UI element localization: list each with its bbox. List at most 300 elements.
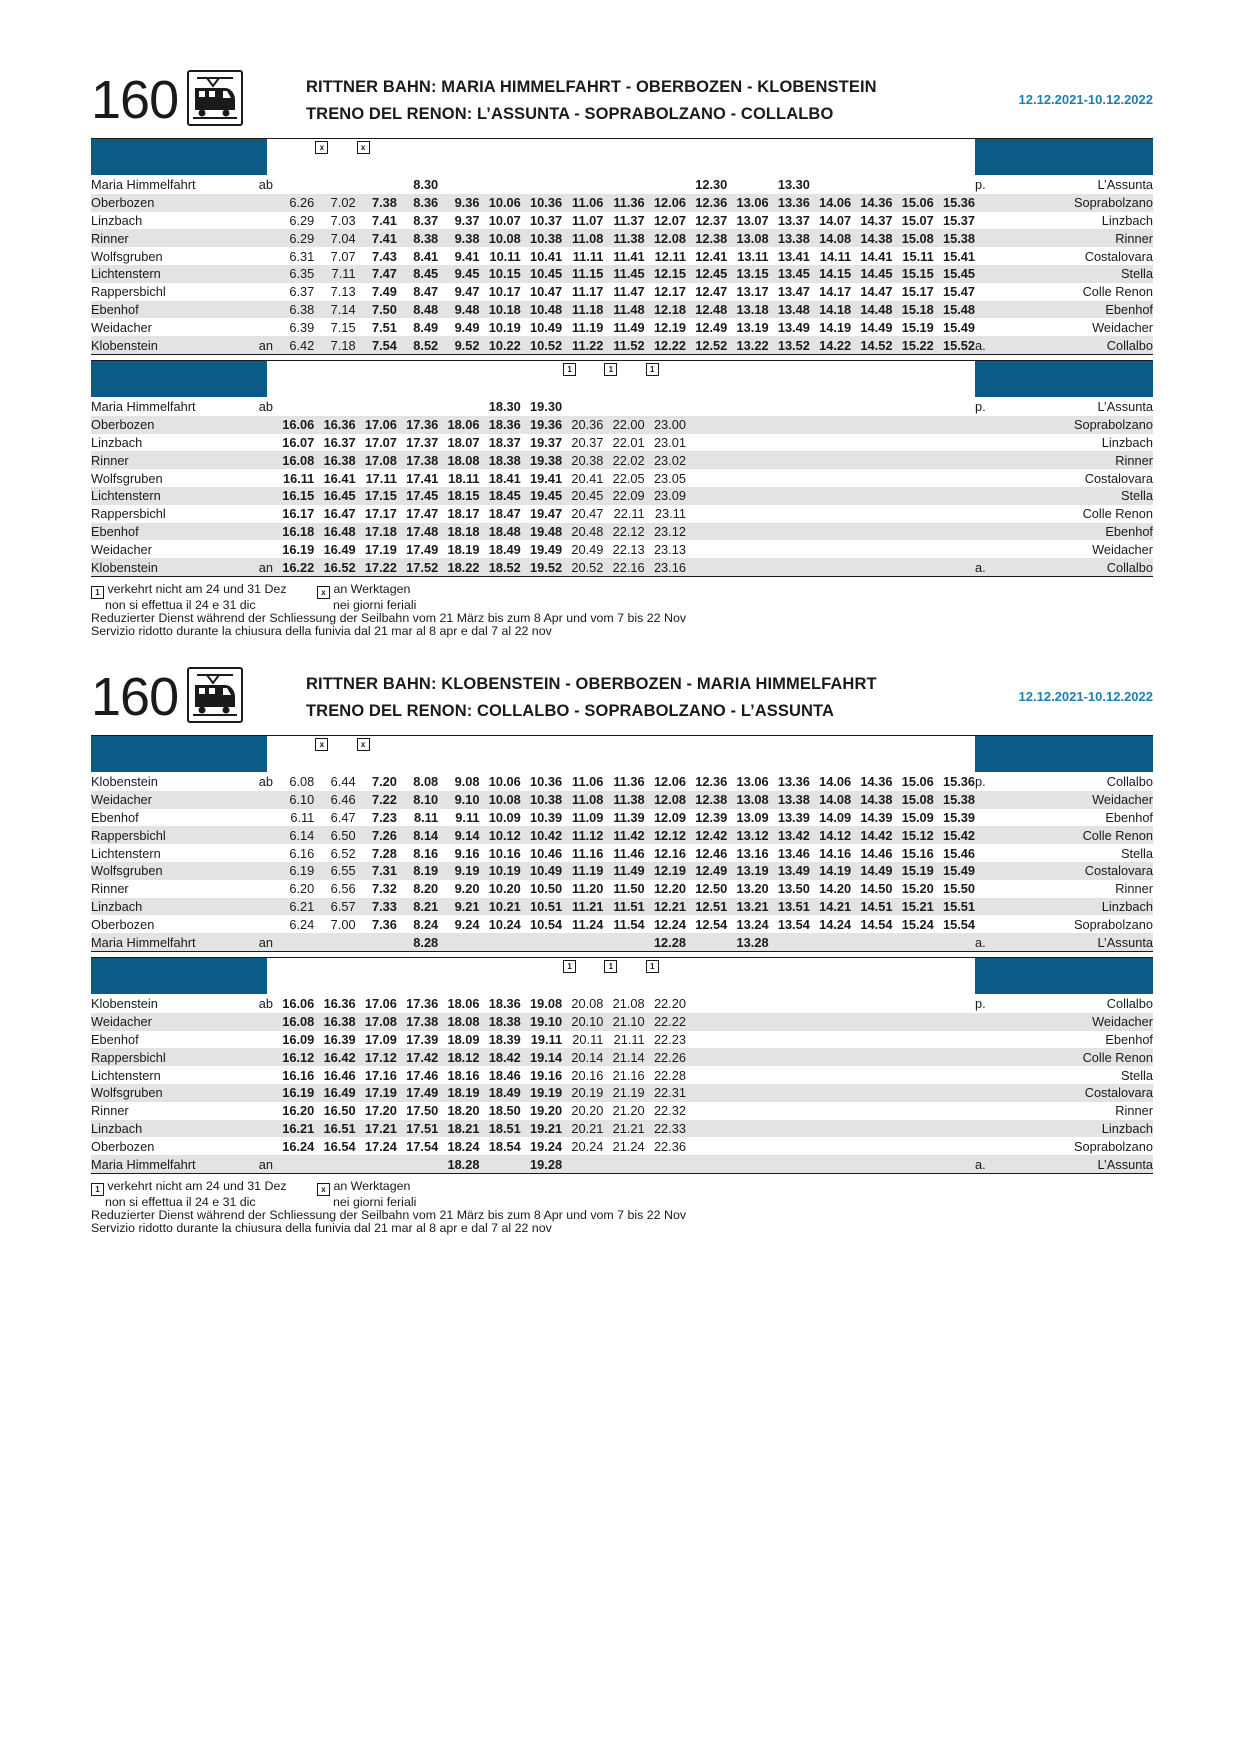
- timetable-section-1: [91, 70, 1153, 637]
- time-cell: [438, 398, 479, 416]
- time-cell: [934, 434, 975, 452]
- arr-dep-label: [253, 1031, 273, 1049]
- arr-dep-label: ab: [258, 996, 273, 1012]
- time-cell: 14.49: [851, 862, 892, 880]
- time-cell: 23.01: [653, 434, 686, 450]
- time-cell: [934, 1013, 975, 1031]
- time-cell: 11.19: [572, 319, 604, 335]
- time-cell: 9.47: [454, 284, 480, 300]
- time-cell: [727, 1102, 768, 1120]
- time-cell: 7.32: [371, 881, 397, 897]
- arr-dep-label: an: [253, 933, 273, 951]
- time-cell: 15.21: [892, 898, 933, 916]
- time-cell: 18.08: [438, 451, 479, 469]
- time-cell: 17.38: [397, 1013, 438, 1031]
- arr-dep-label: [253, 1084, 273, 1102]
- time-cell: 17.17: [364, 506, 397, 522]
- table-row: [91, 933, 1153, 951]
- time-cell: 10.24: [488, 916, 521, 932]
- time-cell: 20.08: [571, 996, 604, 1012]
- time-cell: [273, 933, 314, 951]
- time-cell: 6.46: [314, 791, 355, 809]
- arr-dep-label-it: [975, 1013, 1007, 1031]
- footnotes: [91, 583, 1153, 637]
- station-name-de: Ebenhof: [91, 809, 139, 825]
- time-cell: 10.36: [530, 774, 563, 790]
- time-cell: 18.41: [488, 470, 521, 486]
- time-cell: 12.08: [645, 229, 686, 247]
- time-cell: 18.54: [488, 1138, 521, 1154]
- table-row: [91, 487, 1153, 505]
- time-cell: 8.16: [413, 845, 439, 861]
- time-cell: [727, 1031, 768, 1049]
- time-cell: [851, 523, 892, 541]
- station-name-it: Rinner: [1007, 451, 1153, 469]
- arr-dep-label-it: [975, 915, 1007, 933]
- time-cell: 13.09: [736, 809, 769, 825]
- time-cell: 16.49: [323, 541, 356, 557]
- time-cell: [603, 176, 644, 194]
- table-row: [91, 1084, 1153, 1102]
- time-cell: [562, 398, 603, 416]
- time-cell: [314, 1155, 355, 1173]
- time-cell: 7.41: [371, 212, 397, 228]
- station-name-it: Linzbach: [1101, 212, 1153, 228]
- table-row: [91, 1137, 1153, 1155]
- time-cell: 15.47: [943, 284, 976, 300]
- time-cell: 12.45: [686, 265, 727, 283]
- time-cell: [934, 523, 975, 541]
- time-cell: 14.07: [819, 212, 852, 228]
- time-cell: 16.47: [323, 506, 356, 522]
- time-cell: 11.45: [603, 265, 644, 283]
- arr-dep-label-it: [975, 862, 1007, 880]
- time-cell: 15.12: [892, 826, 933, 844]
- station-name-it: Costalovara: [1007, 862, 1153, 880]
- time-cell: 10.18: [479, 301, 520, 319]
- time-cell: 19.38: [521, 451, 562, 469]
- time-cell: 15.18: [892, 301, 933, 319]
- time-cell: 18.20: [447, 1103, 480, 1119]
- time-cell: [727, 540, 768, 558]
- arr-dep-label: [253, 301, 273, 319]
- time-cell: [810, 1066, 851, 1084]
- band-left: [91, 958, 267, 994]
- time-cell: 12.52: [686, 336, 727, 354]
- station-name-it: Soprabolzano: [1007, 194, 1153, 212]
- time-cell: 17.42: [397, 1048, 438, 1066]
- time-cell: 18.50: [488, 1103, 521, 1119]
- time-cell: 6.26: [273, 194, 314, 212]
- table-row: [91, 194, 1153, 212]
- time-cell: 12.38: [686, 791, 727, 809]
- footnote-x-icon: x: [315, 141, 328, 154]
- time-cell: 22.12: [603, 523, 644, 541]
- note-1-de: verkehrt nicht am 24 und 31 Dez: [107, 1178, 287, 1193]
- table-row: [91, 558, 1153, 576]
- time-cell: [769, 558, 810, 576]
- station-name-it: Colle Renon: [1082, 284, 1153, 300]
- time-cell: 7.22: [356, 791, 397, 809]
- station-name-de: Wolfsgruben: [91, 862, 253, 880]
- station-name-it: Linzbach: [1101, 434, 1153, 450]
- table-row: [91, 301, 1153, 319]
- station-name-de: Linzbach: [91, 212, 143, 228]
- time-cell: 10.19: [488, 319, 521, 335]
- time-cell: [769, 469, 810, 487]
- time-cell: 9.19: [438, 862, 479, 880]
- time-cell: 22.26: [645, 1048, 686, 1066]
- time-cell: 19.10: [521, 1013, 562, 1031]
- station-name-it: L’Assunta: [1007, 1155, 1153, 1173]
- timetable: [91, 176, 1153, 355]
- time-cell: 20.11: [572, 1031, 604, 1047]
- time-cell: [562, 176, 603, 194]
- time-cell: 10.19: [479, 862, 520, 880]
- time-cell: [356, 1155, 397, 1173]
- time-cell: 16.21: [273, 1120, 314, 1138]
- time-cell: [810, 1120, 851, 1138]
- time-cell: 6.11: [290, 809, 315, 825]
- time-cell: 6.29: [273, 229, 314, 247]
- time-cell: 13.39: [777, 809, 810, 825]
- time-cell: [645, 398, 686, 416]
- time-cell: [727, 1084, 768, 1102]
- footnote-1-icon: 1: [91, 1183, 104, 1196]
- time-cell: 18.47: [488, 506, 521, 522]
- time-cell: [603, 1155, 644, 1173]
- time-cell: 11.08: [562, 791, 603, 809]
- time-cell: 14.20: [819, 881, 852, 897]
- time-cell: 12.08: [645, 791, 686, 809]
- time-cell: [686, 558, 727, 576]
- time-cell: 6.24: [289, 916, 315, 932]
- time-cell: [810, 505, 851, 523]
- time-cell: 14.15: [810, 265, 851, 283]
- time-cell: 7.54: [356, 336, 397, 354]
- time-cell: [769, 1031, 810, 1049]
- time-cell: 8.36: [397, 194, 438, 212]
- time-cell: 10.36: [521, 194, 562, 212]
- arr-dep-label: an: [253, 558, 273, 576]
- time-cell: 16.36: [323, 996, 356, 1012]
- time-cell: 13.06: [727, 194, 768, 212]
- station-name-de: Rappersbichl: [91, 1048, 253, 1066]
- time-cell: 6.55: [314, 862, 355, 880]
- station-name-it: Linzbach: [1007, 1120, 1153, 1138]
- time-cell: 10.52: [521, 336, 562, 354]
- time-cell: 11.50: [613, 881, 645, 897]
- time-cell: 16.38: [314, 1013, 355, 1031]
- time-cell: 20.36: [562, 416, 603, 434]
- time-cell: 9.16: [454, 845, 480, 861]
- time-cell: 16.50: [323, 1103, 356, 1119]
- footnote-x-icon: x: [317, 586, 330, 599]
- time-cell: [727, 1066, 768, 1084]
- time-cell: 14.06: [819, 774, 852, 790]
- time-cell: 10.21: [479, 898, 520, 916]
- time-cell: 8.30: [413, 177, 439, 193]
- time-cell: 6.56: [330, 881, 356, 897]
- time-cell: 20.21: [562, 1120, 603, 1138]
- time-cell: 20.20: [571, 1103, 604, 1119]
- time-cell: [727, 505, 768, 523]
- time-cell: 6.10: [273, 791, 314, 809]
- time-cell: 12.54: [695, 916, 728, 932]
- time-cell: 18.39: [488, 1031, 521, 1047]
- arr-dep-label-it: [975, 229, 1007, 247]
- time-cell: 8.45: [397, 265, 438, 283]
- time-cell: 17.08: [356, 451, 397, 469]
- time-cell: 16.06: [273, 416, 314, 434]
- time-cell: 22.02: [603, 451, 644, 469]
- table-row: [91, 523, 1153, 541]
- station-name-it: Linzbach: [1007, 898, 1153, 916]
- station-name-de: Ebenhof: [91, 1031, 139, 1047]
- arr-dep-label: [253, 523, 273, 541]
- time-cell: [686, 1013, 727, 1031]
- table-row: [91, 862, 1153, 880]
- table-row: [91, 283, 1153, 301]
- time-cell: 10.37: [530, 212, 563, 228]
- time-cell: 17.19: [356, 1084, 397, 1102]
- note-1-de: verkehrt nicht am 24 und 31 Dez: [107, 581, 287, 596]
- time-cell: 15.39: [943, 809, 976, 825]
- station-name-de: Wolfsgruben: [91, 470, 163, 486]
- time-cell: [521, 933, 562, 951]
- time-cell: 12.42: [686, 826, 727, 844]
- time-cell: 11.17: [572, 284, 604, 300]
- time-cell: 6.35: [273, 265, 314, 283]
- time-cell: 11.11: [572, 248, 604, 264]
- time-cell: 17.54: [406, 1138, 439, 1154]
- time-cell: 14.21: [810, 898, 851, 916]
- footnote-1-icon: 1: [646, 363, 659, 376]
- table-row: [91, 844, 1153, 862]
- table-row: [91, 336, 1153, 354]
- note-x-de: an Werktagen: [333, 1178, 411, 1193]
- time-cell: [892, 398, 933, 416]
- time-cell: 15.36: [934, 194, 975, 212]
- time-cell: [769, 1084, 810, 1102]
- time-cell: [356, 398, 397, 416]
- table-row: [91, 791, 1153, 809]
- time-cell: 16.06: [282, 996, 315, 1012]
- time-cell: 19.19: [521, 1084, 562, 1102]
- arr-dep-label: [253, 898, 273, 916]
- time-cell: 17.21: [356, 1120, 397, 1138]
- arr-dep-label: [253, 1048, 273, 1066]
- time-cell: [397, 1155, 438, 1173]
- time-cell: 12.36: [686, 194, 727, 212]
- time-cell: 13.06: [736, 774, 769, 790]
- time-cell: 13.50: [777, 881, 810, 897]
- time-cell: 17.11: [365, 470, 397, 486]
- time-cell: 18.12: [438, 1048, 479, 1066]
- time-cell: 11.49: [603, 862, 644, 880]
- time-cell: 16.20: [282, 1103, 315, 1119]
- table-row: [91, 451, 1153, 469]
- time-cell: [686, 451, 727, 469]
- station-name-it: Costalovara: [1084, 248, 1153, 264]
- time-cell: 18.24: [447, 1138, 480, 1154]
- footnote-1-icon: 1: [563, 960, 576, 973]
- header-band: [91, 735, 1153, 773]
- time-cell: 20.19: [562, 1084, 603, 1102]
- timetable-section-2: [91, 667, 1153, 1234]
- time-cell: 9.52: [438, 336, 479, 354]
- station-name-de: Linzbach: [91, 898, 253, 916]
- time-cell: [810, 1048, 851, 1066]
- time-cell: 11.52: [603, 336, 644, 354]
- time-cell: [769, 1048, 810, 1066]
- time-cell: 11.38: [603, 791, 644, 809]
- time-cell: [934, 1120, 975, 1138]
- time-cell: 17.20: [364, 1103, 397, 1119]
- station-name-de: Wolfsgruben: [91, 248, 163, 264]
- time-cell: 11.15: [562, 265, 603, 283]
- time-cell: 17.07: [364, 434, 397, 450]
- table-row: [91, 915, 1153, 933]
- time-cell: [479, 933, 520, 951]
- table-row: [91, 229, 1153, 247]
- footnotes: [91, 1180, 1153, 1234]
- time-cell: [727, 558, 768, 576]
- time-cell: 7.49: [371, 284, 397, 300]
- time-cell: 14.16: [819, 845, 852, 861]
- time-cell: 13.37: [777, 212, 810, 228]
- time-cell: 15.15: [892, 265, 933, 283]
- time-cell: 12.18: [645, 301, 686, 319]
- station-name-it: L’Assunta: [1097, 399, 1153, 415]
- table-row: [91, 1155, 1153, 1173]
- time-cell: 22.23: [653, 1031, 686, 1047]
- time-cell: [686, 1066, 727, 1084]
- time-cell: 9.45: [438, 265, 479, 283]
- arr-dep-label: [253, 1120, 273, 1138]
- time-cell: 9.41: [454, 248, 480, 264]
- time-cell: 17.50: [406, 1103, 439, 1119]
- time-cell: 15.48: [934, 301, 975, 319]
- arr-dep-label-it: [975, 523, 1007, 541]
- time-cell: 19.41: [530, 470, 563, 486]
- time-cell: [686, 933, 727, 951]
- station-name-de: Oberbozen: [91, 194, 253, 212]
- arr-dep-label-it: [975, 487, 1007, 505]
- time-cell: 12.06: [653, 774, 686, 790]
- time-cell: 15.06: [892, 194, 933, 212]
- station-name-de: Rappersbichl: [91, 506, 166, 522]
- time-cell: 13.45: [769, 265, 810, 283]
- time-cell: 10.38: [521, 791, 562, 809]
- time-cell: 15.41: [943, 248, 976, 264]
- time-cell: [397, 398, 438, 416]
- time-cell: 18.17: [447, 506, 480, 522]
- time-cell: 14.54: [860, 916, 893, 932]
- time-cell: 16.15: [273, 487, 314, 505]
- arr-dep-label: [253, 862, 273, 880]
- table-row: [91, 1031, 1153, 1049]
- time-cell: 19.37: [530, 434, 563, 450]
- station-name-de: Wolfsgruben: [91, 1084, 253, 1102]
- time-cell: 14.38: [851, 791, 892, 809]
- header-band: [91, 360, 1153, 398]
- time-cell: 23.02: [645, 451, 686, 469]
- time-cell: [892, 1155, 933, 1173]
- time-cell: 9.20: [454, 881, 480, 897]
- time-cell: 17.12: [356, 1048, 397, 1066]
- time-cell: 14.08: [810, 791, 851, 809]
- station-name-it: Rinner: [1007, 229, 1153, 247]
- time-cell: 12.28: [645, 933, 686, 951]
- time-cell: 14.19: [819, 319, 852, 335]
- time-cell: 14.19: [810, 862, 851, 880]
- time-cell: 18.18: [438, 523, 479, 541]
- time-cell: 11.06: [572, 774, 604, 790]
- time-cell: 13.52: [769, 336, 810, 354]
- time-cell: 22.33: [645, 1120, 686, 1138]
- time-cell: 17.52: [397, 558, 438, 576]
- time-cell: 18.19: [438, 1084, 479, 1102]
- time-cell: [727, 398, 768, 416]
- time-cell: 6.52: [330, 845, 356, 861]
- time-cell: 14.49: [860, 319, 893, 335]
- arr-dep-label-it: [975, 540, 1007, 558]
- time-cell: 23.11: [654, 506, 686, 522]
- station-name-it: Costalovara: [1007, 1084, 1153, 1102]
- station-name-de: Lichtenstern: [91, 487, 253, 505]
- time-cell: 19.30: [530, 399, 563, 415]
- time-cell: 16.36: [314, 416, 355, 434]
- time-cell: 19.21: [521, 1120, 562, 1138]
- footnote-x-icon: x: [357, 738, 370, 751]
- time-cell: 7.36: [371, 916, 397, 932]
- table-row: [91, 247, 1153, 265]
- time-cell: [851, 558, 892, 576]
- time-cell: 18.45: [479, 487, 520, 505]
- time-cell: 15.51: [934, 898, 975, 916]
- arr-dep-label-it: [975, 469, 1007, 487]
- time-cell: 9.24: [454, 916, 480, 932]
- arr-dep-label: [253, 844, 273, 862]
- time-cell: [892, 1048, 933, 1066]
- time-cell: 14.11: [819, 248, 852, 264]
- station-name-it: Ebenhof: [1105, 1031, 1153, 1047]
- arr-dep-label-it: [975, 265, 1007, 283]
- time-cell: 18.30: [488, 399, 521, 415]
- validity-period: 12.12.2021-10.12.2022: [1018, 92, 1153, 107]
- time-cell: 7.33: [356, 898, 397, 916]
- timetable: [91, 995, 1153, 1174]
- time-cell: [356, 176, 397, 194]
- time-cell: 17.49: [397, 1084, 438, 1102]
- arr-dep-label: [253, 791, 273, 809]
- time-cell: [851, 1137, 892, 1155]
- band-right: [975, 139, 1153, 175]
- time-cell: 8.37: [413, 212, 439, 228]
- time-cell: [686, 398, 727, 416]
- time-cell: 7.41: [356, 229, 397, 247]
- time-cell: [851, 176, 892, 194]
- station-name-de: Oberbozen: [91, 416, 253, 434]
- time-cell: 14.38: [851, 229, 892, 247]
- time-cell: 8.08: [413, 774, 439, 790]
- station-name-it: Costalovara: [1084, 470, 1153, 486]
- arr-dep-label: [253, 469, 273, 487]
- arr-dep-label: [253, 434, 273, 452]
- station-name-it: Weidacher: [1092, 319, 1153, 335]
- arr-dep-label-it: [975, 809, 1007, 827]
